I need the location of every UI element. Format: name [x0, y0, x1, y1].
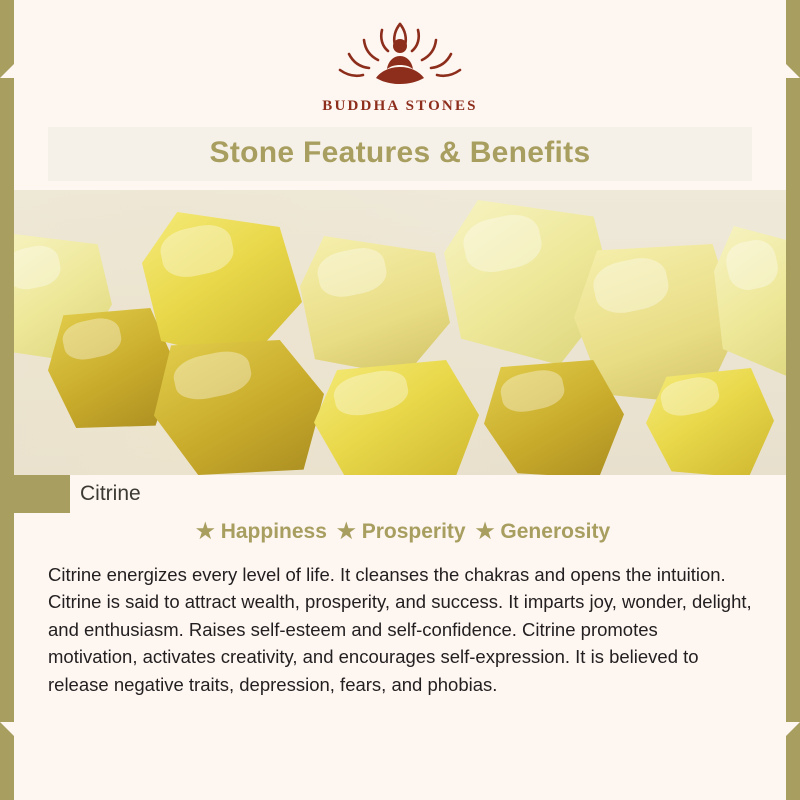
star-icon: ★ — [336, 520, 356, 543]
stone-name: Citrine — [80, 482, 141, 505]
star-icon: ★ — [475, 520, 495, 543]
hero-image — [14, 190, 786, 475]
title-band — [48, 127, 752, 181]
edge-decor-right — [786, 78, 800, 722]
keyword-label: Happiness — [220, 519, 327, 543]
stone-chunk — [314, 360, 479, 475]
stone-chunk — [646, 368, 774, 475]
keyword-prosperity — [331, 519, 466, 544]
keyword-label: Prosperity — [361, 519, 466, 543]
stone-description: Citrine energizes every level of life. It cleanses the chakras and opens the intuition. Citrine is said to attract wealth, prosperity, and success. It imparts joy, wonder, delight, and enthusiasm. Raises self-esteem and self-confidence. Citrine promotes motivation, activates creativity, and encourages self-expression. It is believed to release negative traits, depression, fears, and phobias. — [48, 564, 752, 695]
keyword-generosity — [470, 519, 611, 544]
page-title: Stone Features & Benefits — [209, 136, 591, 169]
brand-logo — [14, 0, 786, 115]
brand-name: BUDDHA STONES — [322, 98, 478, 114]
stone-color-swatch — [14, 475, 70, 513]
lotus-meditation-icon — [316, 16, 484, 94]
edge-decor-left — [0, 78, 14, 722]
keyword-label: Generosity — [500, 519, 611, 543]
star-icon: ★ — [195, 520, 215, 543]
stone-chunk — [142, 212, 302, 362]
stone-chunk — [300, 236, 450, 376]
stone-chunk — [154, 340, 324, 475]
keyword-happiness — [190, 519, 327, 544]
stone-label-bar — [14, 475, 786, 513]
poster-content — [14, 0, 786, 800]
keyword-list — [14, 519, 786, 544]
